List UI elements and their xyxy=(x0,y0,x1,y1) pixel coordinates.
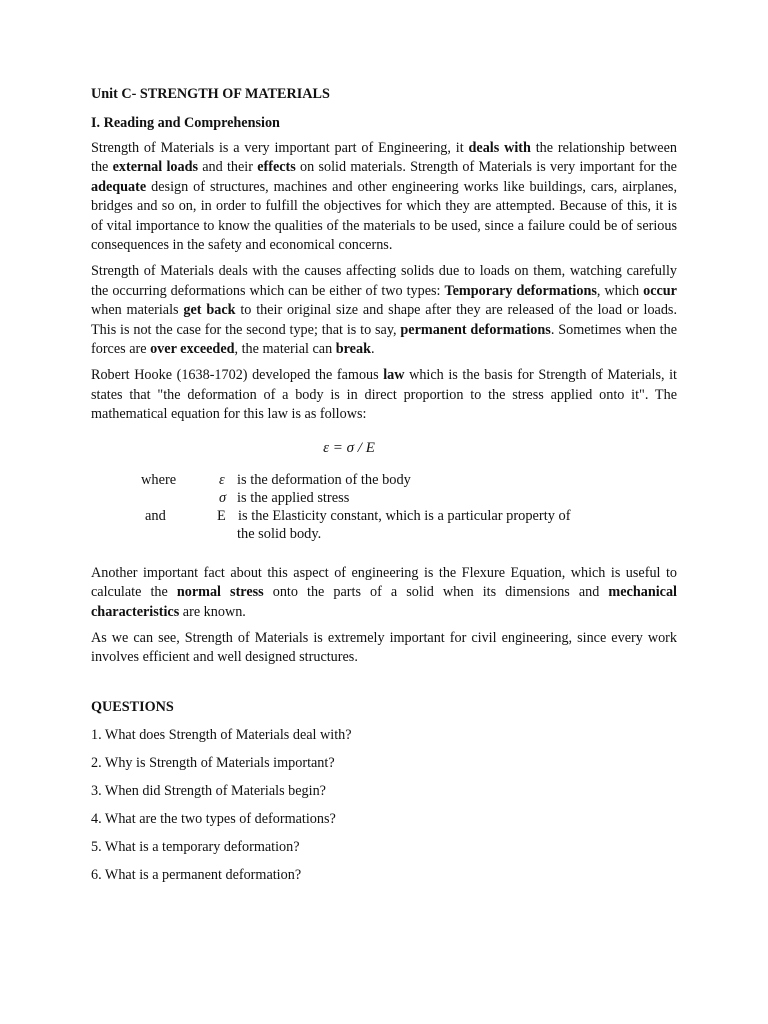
paragraph-text: which is the basis for Strength of Materials, it states that "the deformation of a body is in direct proportion to the stress applied onto it". The mathematical equation for this law is as follows: xyxy=(91,367,677,423)
bold-term: over exceeded xyxy=(150,341,235,358)
paragraph-text: when materials xyxy=(91,302,184,319)
paragraph-text: design of structures, machines and other engineering works like buildings, cars, airplanes, bridges and so on, in order to fulfill the objectives for which they are attempted. Because of this, it is of vital importance to know the qualities of the materials to be used, since a failure could be of serious consequences in the safety and economical concerns. xyxy=(91,178,677,254)
definition-row-epsilon xyxy=(91,471,677,489)
questions-title: QUESTIONS xyxy=(91,698,174,715)
paragraph-text: Strength of Materials is a very important part of Engineering, it xyxy=(91,140,469,156)
where-label: where xyxy=(141,471,177,488)
question-item: 3. When did Strength of Materials begin? xyxy=(91,782,326,799)
question-item: 2. Why is Strength of Materials important? xyxy=(91,754,335,771)
paragraph-text: Strength of Materials deals with the causes affecting solids due to loads on them, watching carefully the occurring deformations which can be either of two types: xyxy=(91,263,677,299)
definition-row-sigma xyxy=(91,489,677,507)
definition-continuation-row xyxy=(91,525,677,543)
paragraph-text: , which xyxy=(596,282,644,299)
paragraph-text: to their original size and shape after they are released of the load or loads. This is not the case for the second type; that is to say, xyxy=(91,302,677,338)
paragraph-flexure xyxy=(91,564,677,622)
questions-list xyxy=(91,726,677,885)
unit-title: Unit C- STRENGTH OF MATERIALS xyxy=(91,86,330,102)
definition-sigma: is the applied stress xyxy=(237,489,350,506)
bold-term: adequate xyxy=(91,178,147,195)
paragraph-text: Robert Hooke (1638-1702) developed the famous xyxy=(91,367,384,384)
formula-definitions xyxy=(91,471,677,545)
symbol-epsilon: ε xyxy=(219,471,225,488)
symbol-sigma: σ xyxy=(219,489,227,506)
paragraph-intro xyxy=(91,139,677,255)
bold-term: law xyxy=(383,367,405,384)
bold-term: effects xyxy=(257,159,296,176)
definition-row-e xyxy=(91,507,677,525)
paragraph-hooke xyxy=(91,366,677,424)
document-page xyxy=(91,85,677,885)
definition-continuation: the solid body. xyxy=(237,525,322,542)
paragraph-text: As we can see, Strength of Materials is extremely important for civil engineering, since every work involves efficient and well designed structures. xyxy=(91,629,677,666)
paragraph-deformations xyxy=(91,262,677,359)
paragraph-text: the relationship between the xyxy=(91,140,677,176)
definition-e: is the Elasticity constant, which is a particular property of xyxy=(238,507,571,524)
question-item: 4. What are the two types of deformations? xyxy=(91,810,336,827)
bold-term: permanent deformations xyxy=(400,321,551,338)
question-item: 1. What does Strength of Materials deal with? xyxy=(91,726,352,743)
formula-text: ε = σ / E xyxy=(323,439,375,456)
question-item: 5. What is a temporary deformation? xyxy=(91,838,300,855)
bold-term: normal stress xyxy=(176,584,264,601)
paragraph-text: . Sometimes when the forces are xyxy=(91,321,678,358)
section-title: I. Reading and Comprehension xyxy=(91,115,280,131)
hooke-formula xyxy=(91,439,677,459)
paragraph-conclusion xyxy=(91,629,677,668)
paragraph-text: and their xyxy=(198,159,258,176)
definition-epsilon: is the deformation of the body xyxy=(237,471,411,488)
paragraph-text: Another important fact about this aspect of engineering is the Flexure Equation, which is useful to calculate the xyxy=(91,564,677,601)
paragraph-text: , the material can xyxy=(234,341,336,358)
paragraph-text: onto the parts of a solid when its dimensions and xyxy=(263,584,609,601)
symbol-e: E xyxy=(217,507,226,524)
bold-term: break xyxy=(335,341,371,358)
bold-term: Temporary deformations xyxy=(444,282,597,299)
bold-term: mechanical characteristics xyxy=(91,584,677,620)
bold-term: external loads xyxy=(112,159,198,176)
bold-term: get back xyxy=(183,302,236,319)
paragraph-text: . xyxy=(370,341,375,358)
bold-term: deals with xyxy=(468,140,531,156)
paragraph-text: are known. xyxy=(179,603,246,620)
bold-term: occur xyxy=(643,282,677,299)
and-label: and xyxy=(145,507,166,524)
paragraph-text: on solid materials. Strength of Materials is very important for the xyxy=(295,159,677,176)
question-item: 6. What is a permanent deformation? xyxy=(91,866,302,883)
